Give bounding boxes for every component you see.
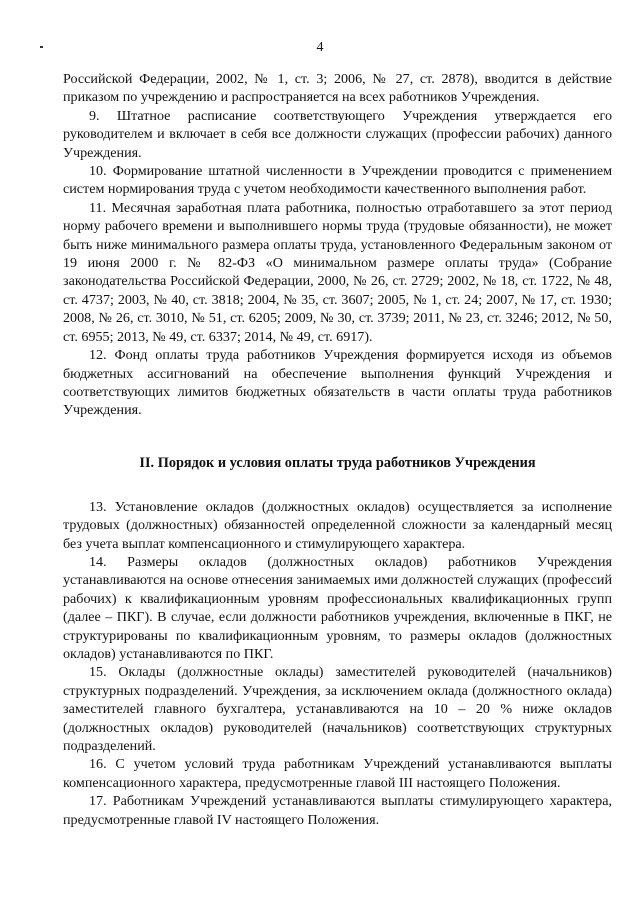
- paragraph-9: 9. Штатное расписание соответствующего Учреждения утверждается его руководителем и включает в себя все должности служащих (профессии рабочих) данного Учреждения.: [63, 107, 612, 161]
- paragraph-10: 10. Формирование штатной численности в Учреждении проводится с применением систем нормирования труда с учетом необходимости качественного выполнения работ.: [63, 163, 612, 198]
- paragraph-17: 17. Работникам Учреждений устанавливаются выплаты стимулирующего характера, предусмотренные главой IV настоящего Положения.: [63, 793, 612, 828]
- page-number: 4: [316, 40, 324, 55]
- paragraph-13: 13. Установление окладов (должностных окладов) осуществляется за исполнение трудовых (должностных) обязанностей определенной сложности за календарный месяц без учета выплат компенсационного и стимулирующего характера.: [63, 498, 612, 552]
- paragraph-12: 12. Фонд оплаты труда работников Учреждения формируется исходя из объемов бюджетных ассигнований на обеспечение выполнения функций Учреждения и соответствующих лимитов бюджетных обязательств в части оплаты труда работников Учреждения.: [63, 347, 612, 419]
- paragraph-8-continuation: Российской Федерации, 2002, № 1, ст. 3; 2006, № 27, ст. 2878), вводится в действие приказом по учреждению и распространяется на всех работников Учреждения.: [63, 71, 612, 106]
- paragraph-11: 11. Месячная заработная плата работника, полностью отработавшего за этот период норму рабочего времени и выполнившего нормы труда (трудовые обязанности), не может быть ниже минимального размера оплаты труда, установленного Федеральным законом от 19 июня 2000 г. № 82-ФЗ «О минимальном размере оплаты труда» (Собрание законодательства Российской Федерации, 2000, № 26, ст. 2729; 2002, № 18, ст. 1722, № 48, ст. 4737; 2003, № 40, ст. 3818; 2004, № 35, ст. 3607; 2005, № 1, ст. 24; 2007, № 17, ст. 1930; 2008, № 26, ст. 3010, № 51, ст. 6205; 2009, № 30, ст. 3739; 2011, № 23, ст. 3246; 2012, № 50, ст. 6955; 2013, № 49, ст. 6337; 2014, № 49, ст. 6917).: [63, 199, 612, 345]
- paragraph-14: 14. Размеры окладов (должностных окладов) работников Учреждения устанавливаются на основе отнесения занимаемых ими должностей служащих (профессий рабочих) к квалификационным уровням профессиональных квалификационных групп (далее – ПКГ). В случае, если должности работников учреждения, включенные в ПКГ, не структурированы по квалификационным уровням, то размеры окладов (должностных окладов) устанавливаются по ПКГ.: [63, 553, 612, 662]
- paragraph-15: 15. Оклады (должностные оклады) заместителей руководителей (начальников) структурных подразделений. Учреждения, за исключением оклада (должностного оклада) заместителей главного бухгалтера, устанавливаются на 10 – 20 % ниже окладов (должностных окладов) руководителей (начальников) соответствующих структурных подразделений.: [63, 664, 612, 754]
- section-heading: II. Порядок и условия оплаты труда работников Учреждения: [139, 454, 536, 471]
- document-body: [63, 70, 612, 829]
- paragraph-16: 16. С учетом условий труда работникам Учреждений устанавливаются выплаты компенсационного характера, предусмотренные главой III настоящего Положения.: [63, 756, 612, 791]
